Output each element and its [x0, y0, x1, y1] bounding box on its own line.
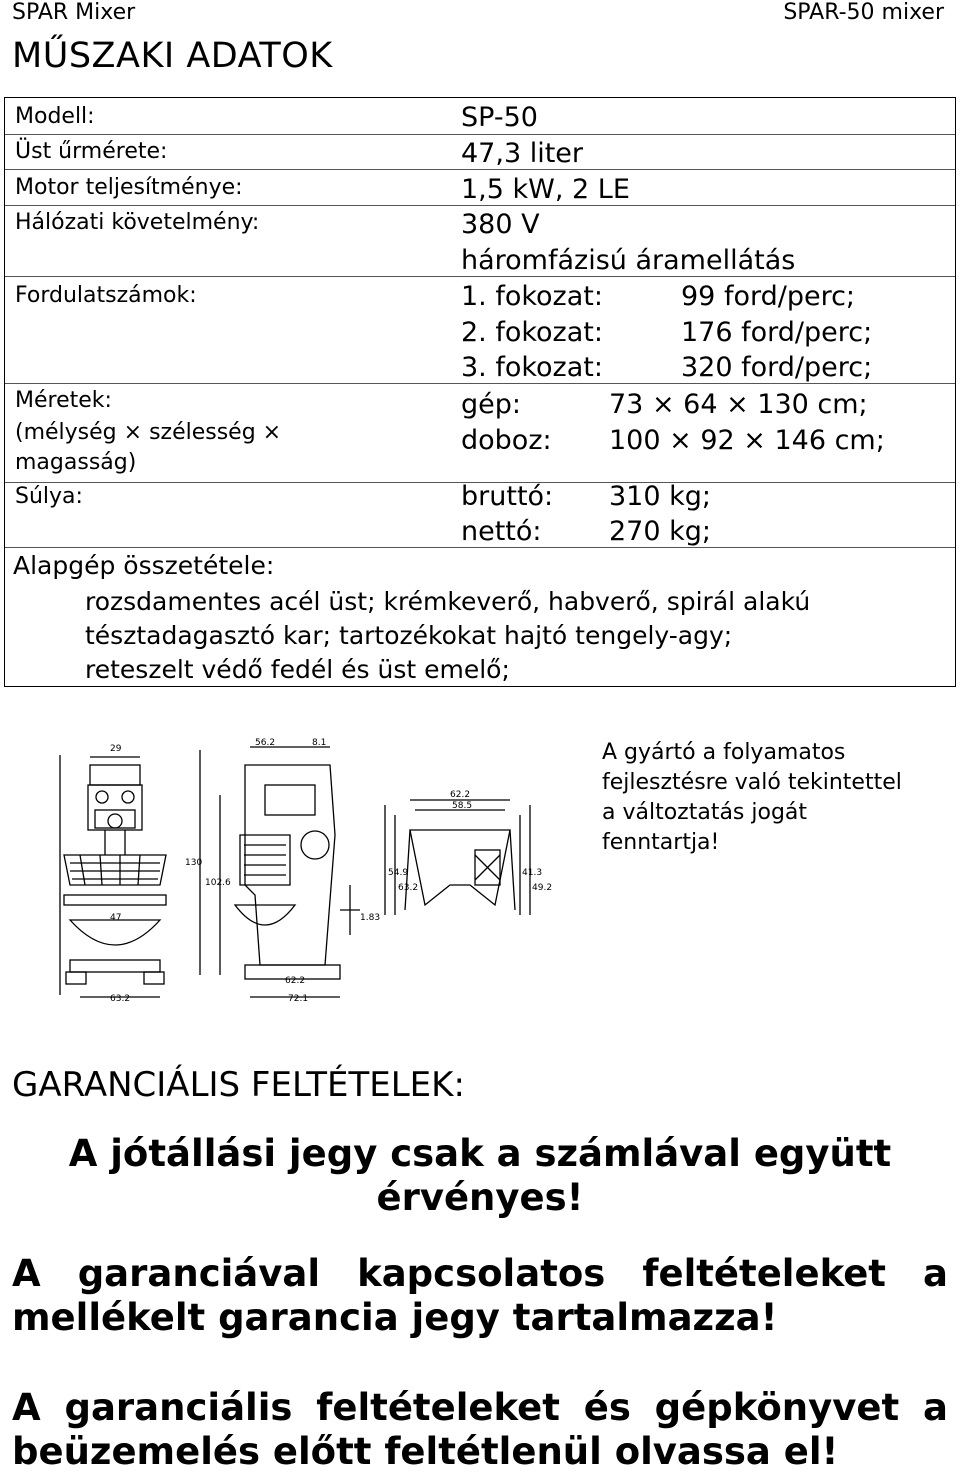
dim-label: 63.2 [110, 994, 131, 1004]
spec-table [4, 97, 956, 687]
page-title: MŰSZAKI ADATOK [12, 36, 333, 76]
speed-rpm: 176 ford/perc; [681, 317, 873, 348]
word: A [12, 1252, 41, 1295]
note-line: a változtatás jogát [602, 800, 808, 825]
warranty-title: GARANCIÁLIS FELTÉTELEK: [12, 1065, 465, 1105]
note-line: A gyártó a folyamatos [602, 740, 846, 765]
spec-value-power: 380 V [461, 209, 540, 240]
word: garanciával [77, 1252, 321, 1295]
spec-label-dims: Méretek: [15, 388, 112, 413]
warranty-paragraph-3 [12, 1386, 948, 1474]
weight-key: bruttó: [461, 481, 554, 512]
base-line: rozsdamentes acél üst; krémkeverő, habverő, spirál alakú [85, 587, 811, 616]
header-right: SPAR-50 mixer [783, 0, 944, 25]
dim-label: 62.2 [450, 790, 471, 800]
spec-label-power: Hálózati követelmény: [15, 210, 260, 235]
spec-label-weight: Súlya: [15, 484, 83, 509]
warranty-line-1a: A jótállási jegy csak a számlával együtt [68, 1132, 892, 1175]
base-line: reteszelt védő fedél és üst emelő; [85, 655, 510, 684]
mixer-dimension-drawing [50, 735, 560, 1005]
dim-label: 72.1 [288, 994, 309, 1004]
dim-label: 54.9 [388, 868, 409, 878]
dim-label: 58.5 [452, 801, 473, 811]
dim-label: 56.2 [255, 738, 276, 748]
dim-label: 49.2 [532, 883, 553, 893]
spec-value-bowl: 47,3 liter [461, 138, 584, 169]
warranty-paragraph-2 [12, 1252, 948, 1340]
word: gépkönyvet [654, 1386, 900, 1429]
word: garanciális [64, 1386, 293, 1429]
spec-label-dims-sub2: magasság) [15, 450, 137, 475]
note-line: fenntartja! [602, 830, 720, 855]
dim-label: 62.2 [285, 976, 306, 986]
dim-label: 47 [110, 913, 122, 923]
dims-key: doboz: [461, 425, 552, 456]
word: feltételeket [316, 1386, 560, 1429]
dim-label: 130 [185, 858, 203, 868]
last-line: mellékelt garancia jegy tartalmazza! [12, 1296, 778, 1339]
dim-label: 41.3 [522, 868, 543, 878]
justified-line [12, 1386, 948, 1430]
dim-label: 1.83 [360, 913, 381, 923]
speed-gear: 3. fokozat: [461, 352, 603, 383]
spec-value-motor: 1,5 kW, 2 LE [461, 174, 630, 205]
spec-label-bowl: Üst űrmérete: [15, 139, 168, 164]
speed-gear: 1. fokozat: [461, 281, 603, 312]
word: a [923, 1252, 948, 1295]
spec-label-motor: Motor teljesítménye: [15, 175, 243, 200]
spec-value-model: SP-50 [461, 102, 538, 133]
spec-label-speeds: Fordulatszámok: [15, 283, 197, 308]
word: feltételeket [642, 1252, 886, 1295]
speed-gear: 2. fokozat: [461, 317, 603, 348]
speed-rpm: 99 ford/perc; [681, 281, 856, 312]
speed-rpm: 320 ford/perc; [681, 352, 873, 383]
spec-label-dims-sub: (mélység × szélesség × [15, 420, 282, 445]
header-left: SPAR Mixer [12, 0, 136, 25]
dim-label: 29 [110, 744, 122, 754]
manufacturer-note [602, 738, 902, 858]
dim-label: 63.2 [398, 883, 419, 893]
base-line: tésztadagasztó kar; tartozékokat hajtó tengely-agy; [85, 621, 733, 650]
dim-label: 102.6 [205, 878, 231, 888]
justified-line [12, 1252, 948, 1296]
last-line: beüzemelés előtt feltétlenül olvassa el! [12, 1430, 839, 1473]
side-view-drawing [200, 747, 360, 997]
note-line: fejlesztésre való tekintettel [602, 770, 902, 795]
spec-label-model: Modell: [15, 104, 95, 129]
warranty-line-1b: érvényes! [376, 1176, 584, 1219]
dims-key: gép: [461, 389, 521, 420]
front-view-drawing [60, 755, 166, 997]
weight-value: 310 kg; [609, 481, 711, 512]
dims-value: 100 × 92 × 146 cm; [609, 425, 885, 456]
word: kapcsolatos [357, 1252, 606, 1295]
dim-label: 8.1 [312, 738, 327, 748]
base-view-drawing [385, 800, 530, 915]
weight-key: nettó: [461, 516, 542, 547]
word: A [12, 1386, 41, 1429]
spec-value-power-phase: háromfázisú áramellátás [461, 245, 796, 276]
word: a [922, 1386, 948, 1429]
word: és [583, 1386, 631, 1429]
dims-value: 73 × 64 × 130 cm; [609, 389, 868, 420]
spec-label-base: Alapgép összetétele: [13, 551, 275, 580]
weight-value: 270 kg; [609, 516, 711, 547]
